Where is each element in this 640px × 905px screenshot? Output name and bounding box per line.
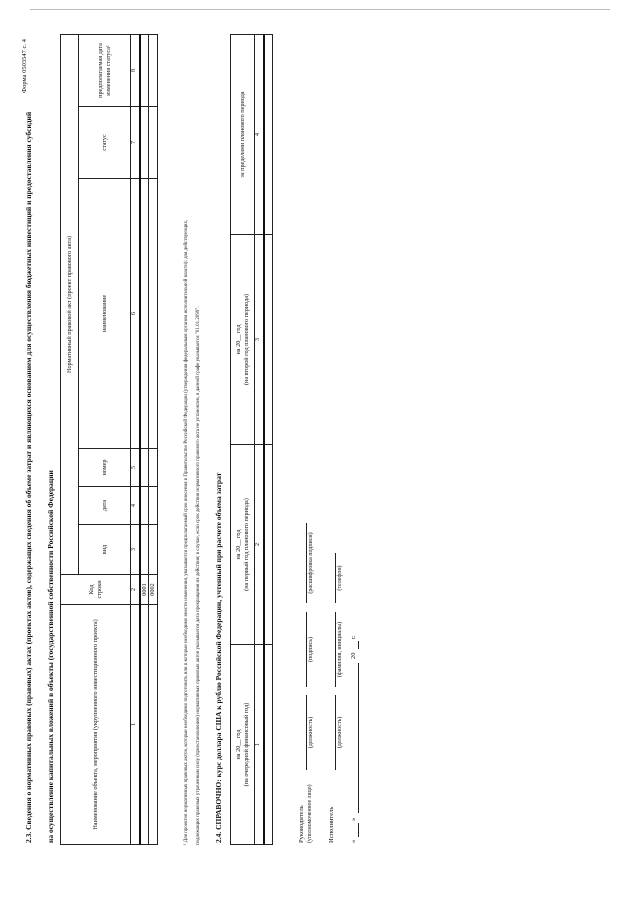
col-num: 1 <box>131 605 140 845</box>
cell-object[interactable] <box>140 605 149 845</box>
executor-name-caption: (фамилия, инициалы) <box>337 621 343 678</box>
header-planned-change: предполагаемая дата изменения статуса¹ <box>79 34 131 106</box>
cell-number[interactable] <box>140 449 149 487</box>
cell-status[interactable] <box>149 107 158 179</box>
header-name: наименование <box>79 179 131 449</box>
header-current-year <box>231 645 255 845</box>
table-row <box>140 34 149 844</box>
section-23-title-line2: на осуществление капитальных вложений в объекты (государственной собственности Российской Федерации <box>46 470 55 843</box>
head-decode-caption: (расшифровка подписи) <box>308 532 314 594</box>
cell-name[interactable] <box>149 179 158 449</box>
page-margin-line <box>30 9 610 10</box>
cell-kind[interactable] <box>149 525 158 575</box>
header-first-plan-year-b: (на первый год планового периода) <box>242 498 250 591</box>
date-year-suffix: г. <box>350 635 357 639</box>
head-signature-line[interactable] <box>306 612 307 687</box>
table-row <box>149 34 158 844</box>
cell-rate-first[interactable] <box>264 445 273 645</box>
cell-row-code: 0002 <box>149 575 158 605</box>
cell-kind[interactable] <box>140 525 149 575</box>
header-current-year-b: (на очередной финансовый год) <box>242 702 250 787</box>
col-num: 8 <box>131 34 140 106</box>
header-beyond-plan: за пределами планового периода <box>231 35 255 235</box>
executor-position-caption: (должность) <box>337 716 343 749</box>
col-num: 3 <box>255 235 264 445</box>
date-year-prefix: 20 <box>350 652 357 659</box>
head-sub-label: (уполномоченное лицо) <box>307 784 313 843</box>
header-object-name: Наименование объекта, мероприятия (укрупненного инвестиционного проекта) <box>61 605 131 845</box>
date-year-line[interactable] <box>358 641 359 649</box>
section-23-title-line1: 2.3. Сведения о нормативных правовых (правовых) актах (проектах актов), содержащих сведения об объеме затрат и являющихся основанием для осуществления бюджетных инвестиций и предоставления субсидий <box>24 111 33 843</box>
header-date: дата <box>79 487 131 525</box>
head-decode-line[interactable] <box>306 523 307 603</box>
executor-name-line[interactable] <box>335 612 336 687</box>
executor-label: Исполнитель <box>328 806 335 843</box>
cell-rate-second[interactable] <box>264 235 273 445</box>
header-number: номер <box>79 449 131 487</box>
header-legal-act: Нормативный правовой акт (проект правового акта) <box>61 34 79 574</box>
head-position-caption: (должность) <box>308 716 314 749</box>
cell-row-code: 0001 <box>140 575 149 605</box>
cell-rate-current[interactable] <box>264 645 273 845</box>
table-row <box>264 35 273 845</box>
executor-phone-caption: (телефон) <box>337 565 343 591</box>
date-quote-close: » <box>350 817 357 821</box>
col-num: 4 <box>131 487 140 525</box>
cell-planned-change[interactable] <box>140 34 149 106</box>
col-num: 1 <box>255 645 264 845</box>
cell-number[interactable] <box>149 449 158 487</box>
col-num: 5 <box>131 449 140 487</box>
header-current-year-a: на 20__ год <box>235 729 242 760</box>
header-row-code: Код строки <box>61 575 131 605</box>
col-num: 2 <box>131 575 140 605</box>
form-number: Форма 0503547 с. 4 <box>21 39 28 93</box>
exchange-rate-table <box>230 34 273 845</box>
date-month-line[interactable] <box>358 663 359 813</box>
header-kind: вид <box>79 525 131 575</box>
cell-planned-change[interactable] <box>149 34 158 106</box>
header-second-plan-year-b: (на второй год планового периода) <box>242 293 250 386</box>
footnote-line1: ¹ Для проектов нормативных правовых актов, которые необходимо подготовить или в которые необходимо внести изменения, указывается предполагаемый срок внесения в Правительство Российской Федерации (утверждения федеральным органом исполнительной власти); для действующих, <box>184 219 189 845</box>
header-first-plan-year-a: на 20__ год <box>235 529 242 560</box>
cell-name[interactable] <box>140 179 149 449</box>
cell-status[interactable] <box>140 107 149 179</box>
executor-position-line[interactable] <box>335 695 336 770</box>
head-signature-caption: (подпись) <box>308 637 314 662</box>
head-position-line[interactable] <box>306 695 307 770</box>
col-num: 3 <box>131 525 140 575</box>
header-status: статус <box>79 107 131 179</box>
col-num: 6 <box>131 179 140 449</box>
header-second-plan-year <box>231 235 255 445</box>
col-num: 4 <box>255 35 264 235</box>
section-24-title: 2.4. СПРАВОЧНО: курс доллара США к рублю Российской Федерации, учтенный при расчете объема затрат <box>214 472 223 843</box>
cell-date[interactable] <box>149 487 158 525</box>
legal-acts-table <box>60 34 158 845</box>
footnote-line2: подлежащих правовых утраченным силу (приостановлению) нормативных правовых актов указывается дата прекращения их действия; в случае, если срок действия нормативного правового акта не установлен, в данной графе указывается "01.01.2099". <box>196 306 201 845</box>
date-quote-open: « <box>350 839 357 843</box>
header-first-plan-year <box>231 445 255 645</box>
executor-phone-line[interactable] <box>335 553 336 603</box>
head-label: Руководитель <box>298 805 305 843</box>
cell-rate-beyond[interactable] <box>264 35 273 235</box>
col-num: 7 <box>131 107 140 179</box>
col-num: 2 <box>255 445 264 645</box>
header-second-plan-year-a: на 20__ год <box>235 324 242 355</box>
cell-object[interactable] <box>149 605 158 845</box>
cell-date[interactable] <box>140 487 149 525</box>
date-day-line[interactable] <box>358 823 359 837</box>
